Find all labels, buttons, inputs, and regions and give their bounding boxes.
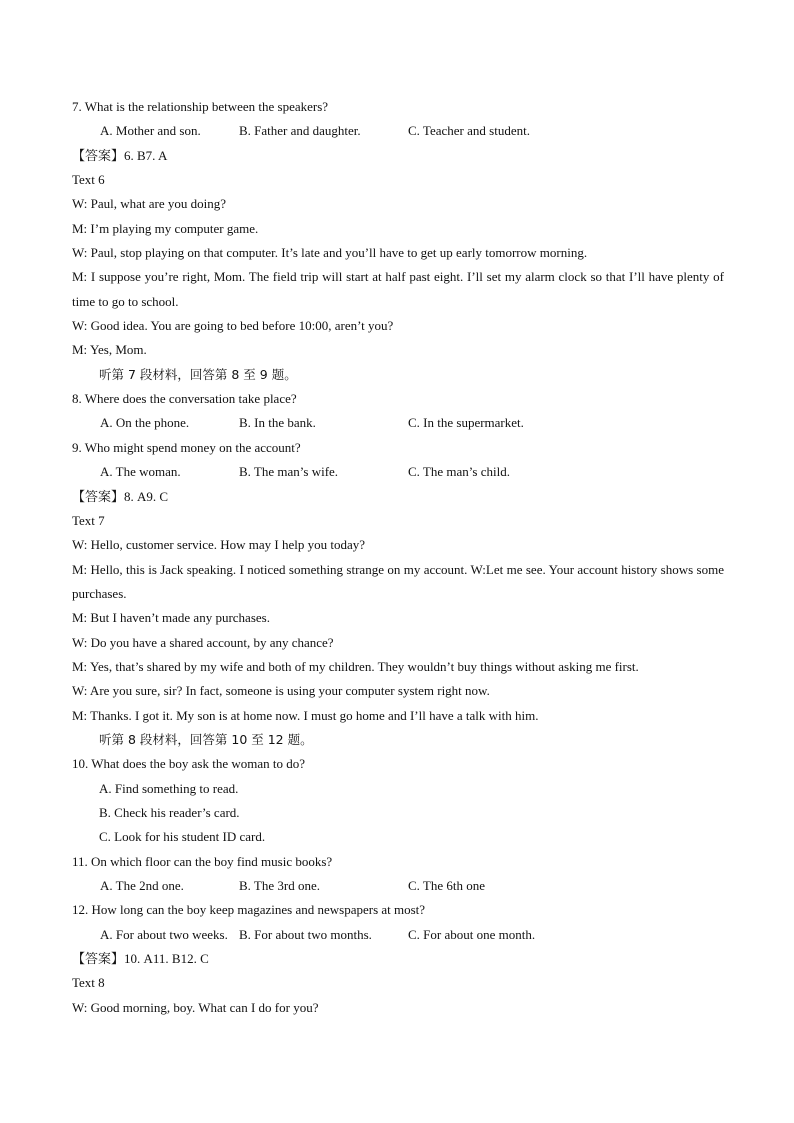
option-b: B. For about two months. <box>239 926 372 942</box>
dialogue-line: W: Hello, customer service. How may I help you today? <box>72 537 366 553</box>
option-c: C. In the supermarket. <box>408 415 524 431</box>
option-c: C. The man’s child. <box>408 464 510 480</box>
question-11: 11. On which floor can the boy find music books? <box>72 853 333 869</box>
options-11 <box>72 874 724 898</box>
dialogue-line: W: Are you sure, sir? In fact, someone is using your computer system right now. <box>72 683 490 699</box>
text-heading: Text 8 <box>72 975 105 991</box>
dialogue-line: M: Thanks. I got it. My son is at home now. I must go home and I’ll have a talk with him. <box>72 707 539 723</box>
option-a: A. The 2nd one. <box>100 878 184 893</box>
dialogue-line: M: I suppose you’re right, Mom. The field trip will start at half past eight. I’ll set my alarm clock so that I’ll have plenty of time to go to school. <box>72 269 724 309</box>
option-a: A. Find something to read. <box>99 780 239 796</box>
section-instruction: 听第 8 段材料，回答第 10 至 12 题。 <box>99 731 313 747</box>
option-c: C. Teacher and student. <box>408 123 530 139</box>
option-c: C. For about one month. <box>408 926 536 942</box>
question-12: 12. How long can the boy keep magazines and newspapers at most? <box>72 902 426 918</box>
option-b: B. The 3rd one. <box>239 878 320 893</box>
dialogue-line: M: Yes, that’s shared by my wife and both of my children. They wouldn’t buy things without asking me first. <box>72 658 639 674</box>
dialogue-line: M: But I haven’t made any purchases. <box>72 610 270 626</box>
option-a: A. On the phone. <box>100 415 190 431</box>
dialogue-line: M: Yes, Mom. <box>72 342 147 358</box>
option-b: B. The man’s wife. <box>239 464 339 480</box>
option-c: C. Look for his student ID card. <box>99 829 266 845</box>
text-heading: Text 6 <box>72 172 105 188</box>
question-9: 9. Who might spend money on the account? <box>72 439 301 455</box>
option-a: A. The woman. <box>100 464 181 480</box>
dialogue-line: W: Good morning, boy. What can I do for you? <box>72 999 319 1015</box>
question-7: 7. What is the relationship between the speakers? <box>72 99 329 114</box>
option-b: B. In the bank. <box>239 415 316 431</box>
options-8 <box>72 411 724 435</box>
option-b: B. Father and daughter. <box>239 123 361 139</box>
options-12 <box>72 923 724 947</box>
question-8: 8. Where does the conversation take place? <box>72 391 297 407</box>
dialogue-line: M: I’m playing my computer game. <box>72 220 259 236</box>
dialogue-line: W: Paul, stop playing on that computer. It’s late and you’ll have to get up early tomorrow morning. <box>72 245 588 261</box>
option-c: C. The 6th one <box>408 878 486 893</box>
document-content <box>72 95 724 1020</box>
dialogue-line: W: Do you have a shared account, by any chance? <box>72 634 334 650</box>
dialogue-line: W: Good idea. You are going to bed before 10:00, aren’t you? <box>72 318 394 334</box>
option-a: A. Mother and son. <box>100 123 201 139</box>
answer-key: 【答案】6. B7. A <box>72 147 168 163</box>
option-a: A. For about two weeks. <box>100 926 228 942</box>
option-b: B. Check his reader’s card. <box>99 804 240 820</box>
answer-key: 【答案】8. A9. C <box>72 488 169 504</box>
question-10: 10. What does the boy ask the woman to do? <box>72 756 305 772</box>
options-9 <box>72 460 724 484</box>
dialogue-line: W: Paul, what are you doing? <box>72 196 227 212</box>
text-heading: Text 7 <box>72 512 105 528</box>
options-7 <box>72 119 724 143</box>
answer-key: 【答案】10. A11. B12. C <box>72 951 209 967</box>
section-instruction: 听第 7 段材料，回答第 8 至 9 题。 <box>99 366 297 382</box>
dialogue-line: M: Hello, this is Jack speaking. I noticed something strange on my account. W:Let me see. Your account history shows some purchases. <box>72 561 724 601</box>
